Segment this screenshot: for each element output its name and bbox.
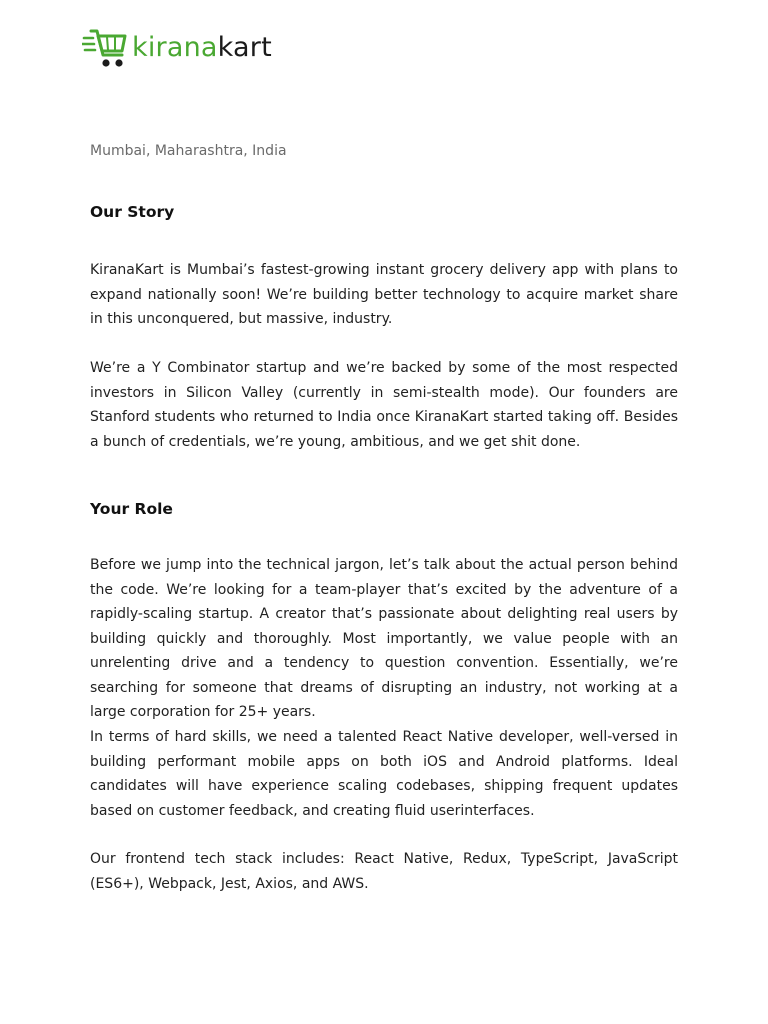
our-story-heading: Our Story bbox=[90, 203, 175, 221]
your-role-paragraph-1: Before we jump into the technical jargon, let’s talk about the actual person behind the code. We’re looking for a team-player that’s excited by the adventure of a rapidly-scaling startup. A creator that’s passionate about delighting real users by building quickly and thoroughly. Most importantly, we value people with an unrelenting drive and a tendency to question convention. Essentially, we’re searching for someone that dreams of disrupting an industry, not working at a large corporation for 25+ years. bbox=[90, 557, 678, 720]
our-story-paragraph-1: KiranaKart is Mumbai’s fastest-growing instant grocery delivery app with plans to expand nationally soon! We’re building better technology to acquire market share in this unconquered, but massive, industry. bbox=[90, 262, 678, 327]
location-text: Mumbai, Maharashtra, India bbox=[90, 143, 287, 159]
brand-wordmark bbox=[132, 31, 272, 63]
tech-stack-paragraph: Our frontend tech stack includes: React Native, Redux, TypeScript, JavaScript (ES6+), Webpack, Jest, Axios, and AWS. bbox=[90, 851, 678, 892]
our-story-paragraph-2: We’re a Y Combinator startup and we’re backed by some of the most respected investors in Silicon Valley (currently in semi-stealth mode). Our founders are Stanford students who returned to India once KiranaKart started taking off. Besides a bunch of credentials, we’re young, ambitious, and we get shit done. bbox=[90, 360, 678, 450]
your-role-paragraph-2: In terms of hard skills, we need a talented React Native developer, well-versed in building performant mobile apps on both iOS and Android platforms. Ideal candidates will have experience scaling codebases, shipping frequent updates based on customer feedback, and creating fluid userinterfaces. bbox=[90, 729, 678, 819]
brand-name-part1: kirana bbox=[132, 31, 218, 63]
shopping-cart-icon bbox=[82, 27, 128, 69]
kiranakart-logo bbox=[82, 26, 272, 70]
your-role-heading: Your Role bbox=[90, 500, 173, 518]
brand-name-part2: kart bbox=[217, 31, 272, 63]
